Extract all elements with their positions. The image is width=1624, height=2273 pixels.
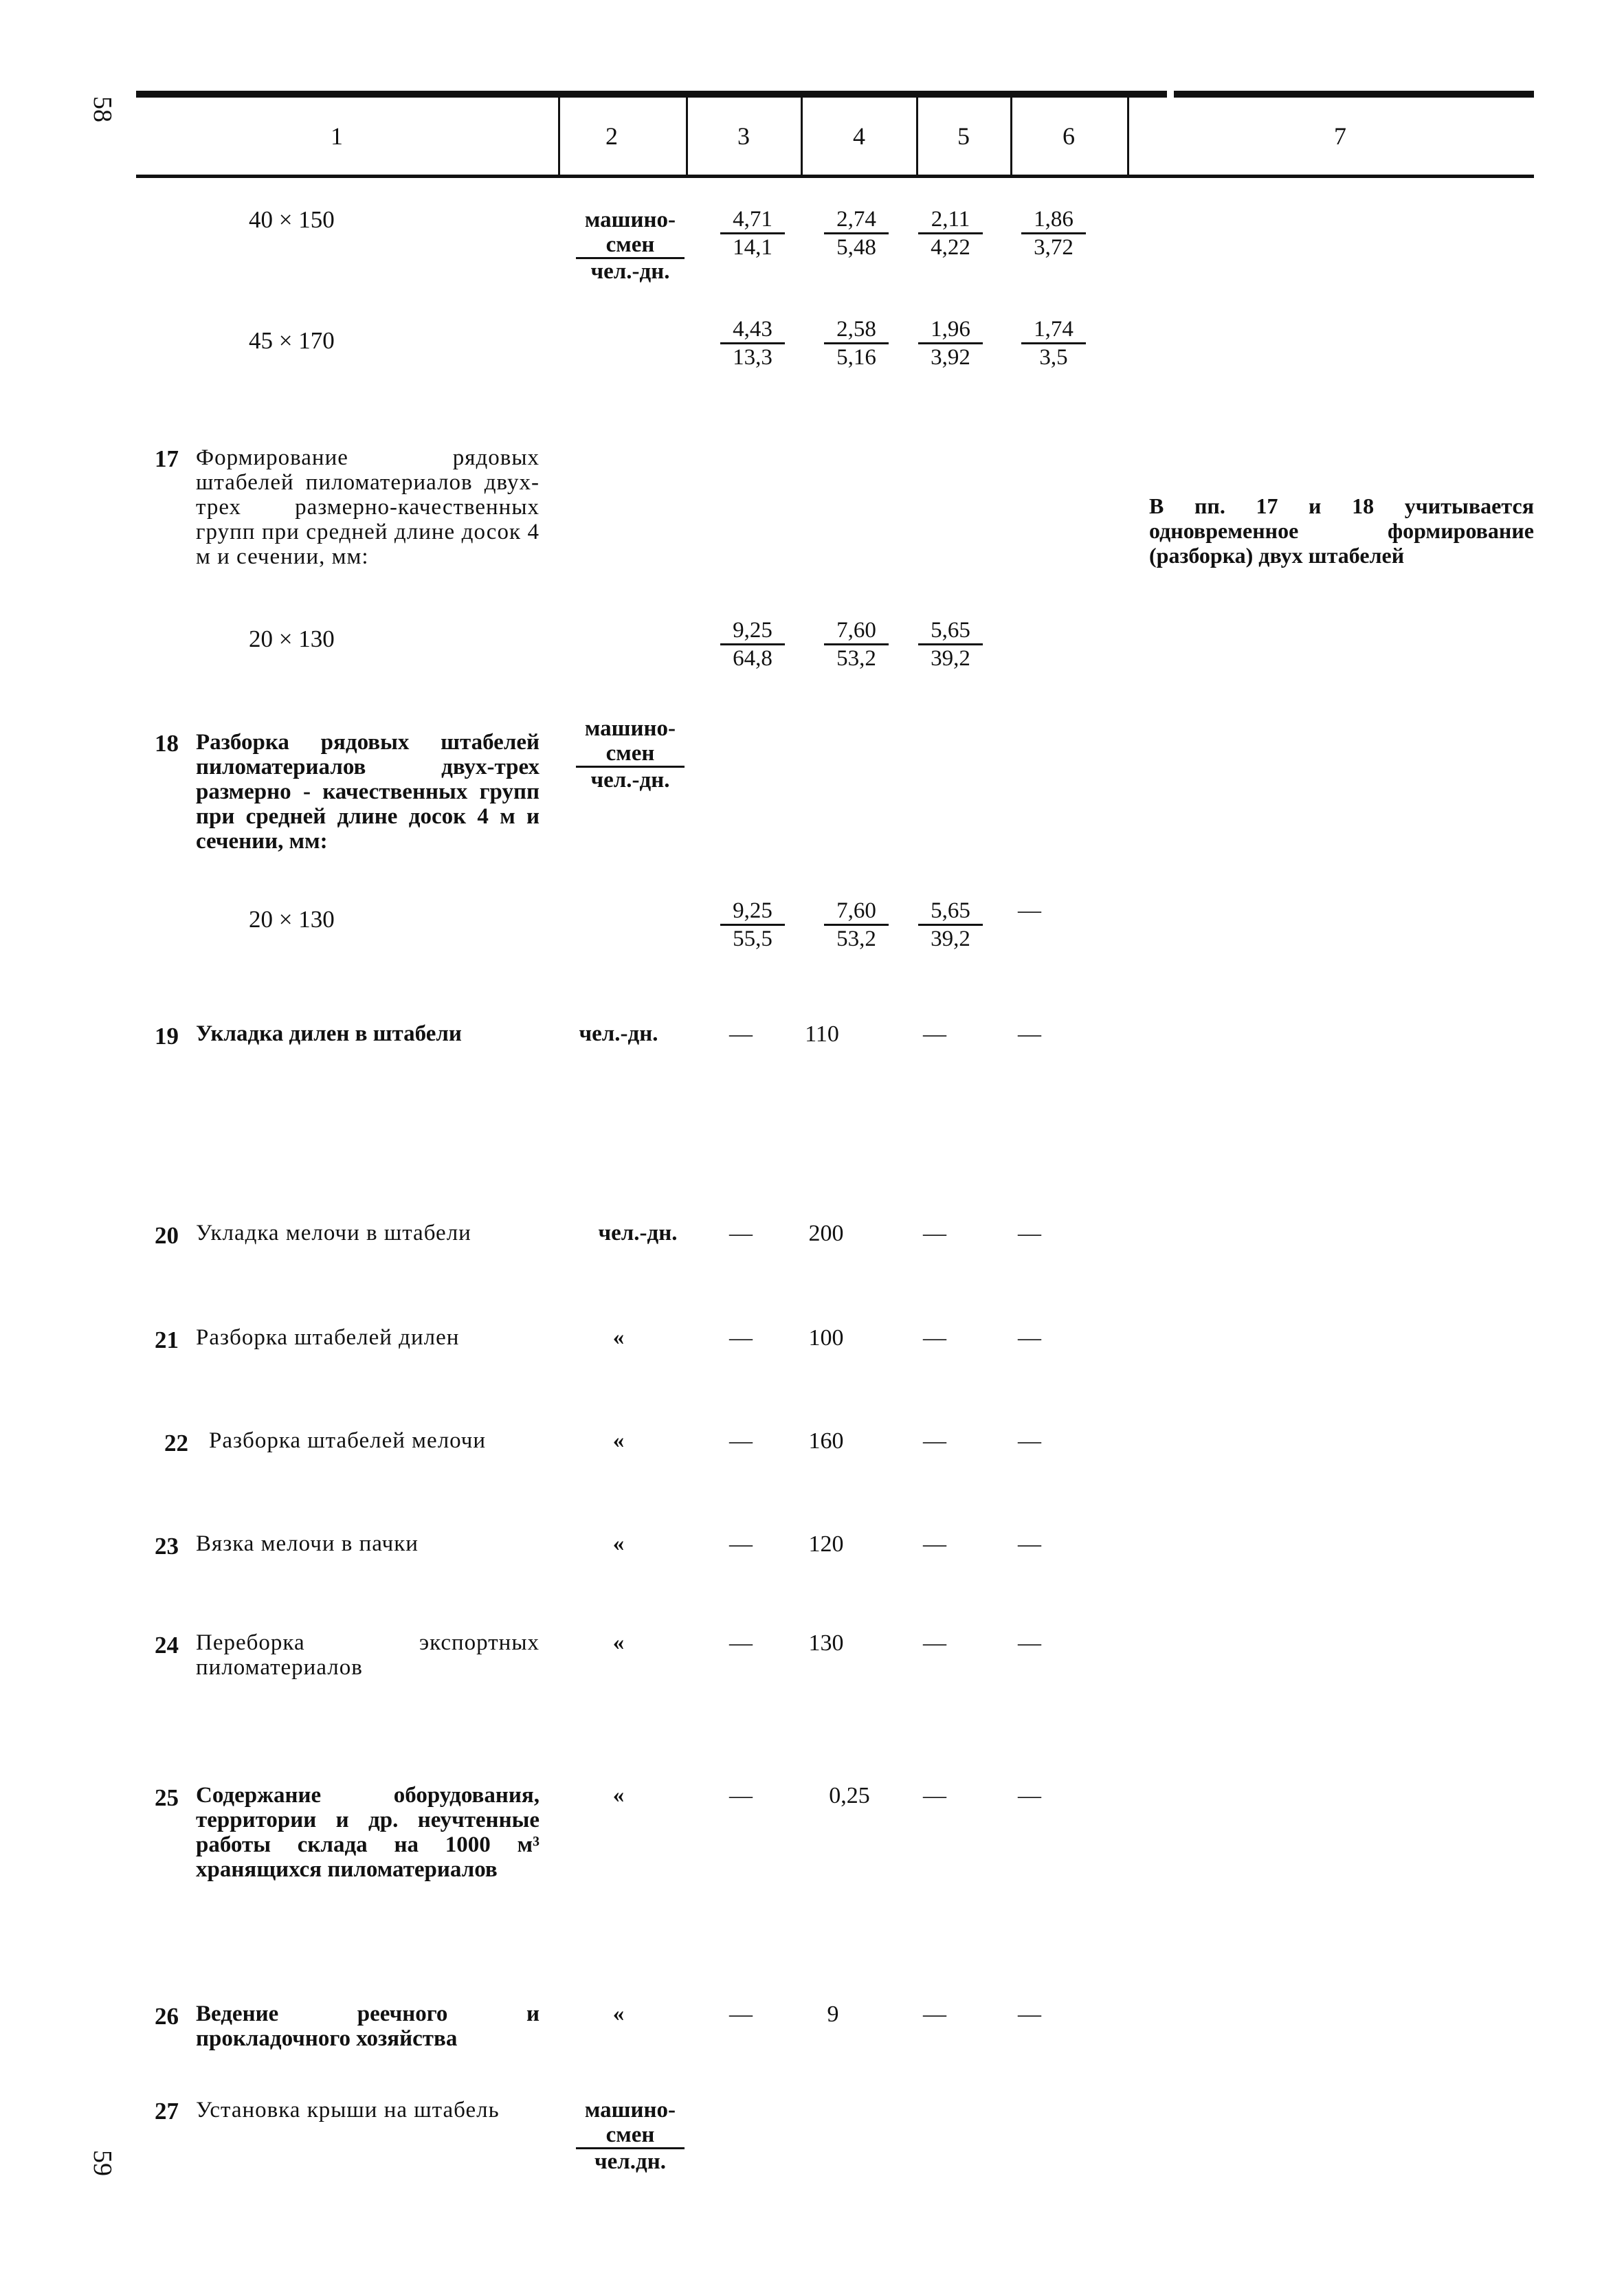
row-26-c4: 9 — [827, 2002, 839, 2027]
value-45x170-c4: $\frac{2,58}{5,16}$ — [819, 316, 894, 370]
row-19-description: Укладка дилен в штабели — [196, 1021, 462, 1046]
row-23-description: Вязка мелочи в пачки — [196, 1531, 419, 1556]
row-21-c3: — — [729, 1325, 753, 1351]
size-45x170: 45 × 170 — [249, 327, 335, 354]
page-number-bottom: 59 — [88, 2150, 117, 2176]
row-26-c6: — — [1018, 2002, 1041, 2027]
header-col-3: 3 — [737, 122, 750, 150]
row-26-number: 26 — [155, 2003, 179, 2030]
row-24-c4: 130 — [808, 1630, 844, 1656]
row-21-c6: — — [1018, 1325, 1041, 1351]
row-22-c3: — — [729, 1428, 753, 1454]
unit-top: машино- — [584, 208, 676, 232]
unit-top: машино- — [584, 716, 676, 741]
row-22-c4: 160 — [808, 1428, 844, 1454]
unit-top: машино- — [584, 2098, 676, 2122]
row-27-number: 27 — [155, 2098, 179, 2125]
col-sep-5 — [1010, 98, 1012, 175]
unit-mid: смен — [576, 2122, 685, 2149]
row-20-c5: — — [923, 1221, 946, 1246]
row-20-number: 20 — [155, 1222, 179, 1249]
row-19-c3: — — [729, 1021, 753, 1047]
unit-bot: чел.-дн. — [590, 768, 670, 792]
row-17-number: 17 — [155, 445, 179, 472]
row-25-description: Содержание оборудования, территории и др. неучтенные работы склада на 1000 м³ хранящихся пиломатериалов — [196, 1783, 540, 1882]
value-45x170-c5: $\frac{1,96}{3,92}$ — [913, 316, 988, 370]
unit-bot: чел.-дн. — [590, 259, 670, 284]
unit-bot: чел.дн. — [594, 2149, 666, 2174]
header-col-5: 5 — [957, 122, 970, 150]
row-24-unit: « — [612, 1630, 625, 1655]
row-19-c5: — — [923, 1021, 946, 1047]
value-40x150-c4: $\frac{2,74}{5,48}$ — [819, 206, 894, 260]
header-col-6: 6 — [1063, 122, 1075, 150]
value-40x150-c5: $\frac{2,11}{4,22}$ — [913, 206, 988, 260]
row-22-c6: — — [1018, 1428, 1041, 1454]
value-40x150-c3: $\frac{4,71}{14,1}$ — [715, 206, 790, 260]
col-sep-6 — [1127, 98, 1129, 175]
row-19-c6: — — [1018, 1021, 1041, 1047]
row-21-c4: 100 — [808, 1325, 844, 1351]
header-bottom-rule — [136, 175, 1534, 178]
row-26-unit: « — [612, 2002, 625, 2026]
size-40x150: 40 × 150 — [249, 206, 335, 233]
row-18-number: 18 — [155, 730, 179, 757]
unit-machine-shifts-27 — [576, 2098, 685, 2174]
row-22-c5: — — [923, 1428, 946, 1454]
value-40x150-c6: $\frac{1,86}{3,72}$ — [1016, 206, 1091, 260]
value-18-c4: $\frac{7,60}{53,2}$ — [819, 898, 894, 952]
row-21-unit: « — [612, 1325, 625, 1350]
row-23-c5: — — [923, 1531, 946, 1557]
row-25-c6: — — [1018, 1783, 1041, 1808]
unit-mid: смен — [576, 232, 685, 259]
row-23-c3: — — [729, 1531, 753, 1557]
row-26-c5: — — [923, 2002, 946, 2027]
unit-machine-shifts — [576, 208, 685, 284]
page-number-top: 58 — [88, 96, 117, 122]
row-24-c5: — — [923, 1630, 946, 1656]
row-20-c6: — — [1018, 1221, 1041, 1246]
row-25-unit: « — [612, 1783, 625, 1808]
row-20-c4: 200 — [808, 1221, 844, 1246]
unit-machine-shifts-18 — [576, 716, 685, 792]
header-col-4: 4 — [853, 122, 865, 150]
row-20-unit: чел.-дн. — [598, 1221, 678, 1245]
row-25-c4: 0,25 — [829, 1783, 870, 1808]
value-45x170-c6: $\frac{1,74}{3,5}$ — [1016, 316, 1091, 370]
row-23-c6: — — [1018, 1531, 1041, 1557]
row-24-c6: — — [1018, 1630, 1041, 1656]
row-22-description: Разборка штабелей мелочи — [209, 1428, 487, 1453]
row-26-c3: — — [729, 2002, 753, 2027]
header-col-7: 7 — [1334, 122, 1346, 150]
row-26-description: Ведение реечного и прокладочного хозяйства — [196, 2002, 540, 2051]
row-24-c3: — — [729, 1630, 753, 1656]
row-17-description: Формирование рядовых штабелей пиломатериалов двух-трех размерно-качественных групп при средней длине досок 4 м и сечении, мм: — [196, 445, 540, 569]
col-sep-1 — [558, 98, 560, 175]
row-18-description: Разборка рядовых штабелей пиломатериалов двух-трех размерно - качественных групп при средней длине досок 4 м и сечении, мм: — [196, 730, 540, 854]
value-18-c6: — — [1018, 898, 1041, 923]
header-top-rule — [136, 91, 1167, 98]
value-45x170-c3: $\frac{4,43}{13,3}$ — [715, 316, 790, 370]
row-25-number: 25 — [155, 1784, 179, 1811]
row-22-number: 22 — [164, 1430, 188, 1456]
row-21-c5: — — [923, 1325, 946, 1351]
row-20-c3: — — [729, 1221, 753, 1246]
row-23-number: 23 — [155, 1533, 179, 1560]
value-17-c3: $\frac{9,25}{64,8}$ — [715, 617, 790, 672]
value-17-c5: $\frac{5,65}{39,2}$ — [913, 617, 988, 672]
col-sep-3 — [801, 98, 803, 175]
col-sep-4 — [916, 98, 918, 175]
header-top-rule-right — [1174, 91, 1534, 98]
header-col-2: 2 — [605, 122, 618, 150]
size-20x130-row17: 20 × 130 — [249, 625, 335, 652]
col-sep-2 — [686, 98, 688, 175]
row-19-number: 19 — [155, 1023, 179, 1050]
row-24-number: 24 — [155, 1632, 179, 1659]
value-18-c5: $\frac{5,65}{39,2}$ — [913, 898, 988, 952]
unit-mid: смен — [576, 741, 685, 768]
row-23-c4: 120 — [808, 1531, 844, 1557]
row-27-description: Установка крыши на штабель — [196, 2098, 500, 2122]
row-23-unit: « — [612, 1531, 625, 1556]
row-25-c3: — — [729, 1783, 753, 1808]
row-25-c5: — — [923, 1783, 946, 1808]
row-20-description: Укладка мелочи в штабели — [196, 1221, 471, 1245]
note-rows-17-18: В пп. 17 и 18 учитывается одновременное формирование (разборка) двух штабелей — [1149, 494, 1534, 568]
row-19-c4: 110 — [805, 1021, 839, 1047]
row-24-description: Переборка экспортных пиломатериалов — [196, 1630, 540, 1680]
row-21-number: 21 — [155, 1327, 179, 1353]
size-20x130-row18: 20 × 130 — [249, 906, 335, 933]
value-18-c3: $\frac{9,25}{55,5}$ — [715, 898, 790, 952]
row-21-description: Разборка штабелей дилен — [196, 1325, 460, 1350]
header-col-1: 1 — [331, 122, 343, 150]
row-22-unit: « — [612, 1428, 625, 1453]
row-19-unit: чел.-дн. — [579, 1021, 658, 1046]
value-17-c4: $\frac{7,60}{53,2}$ — [819, 617, 894, 672]
